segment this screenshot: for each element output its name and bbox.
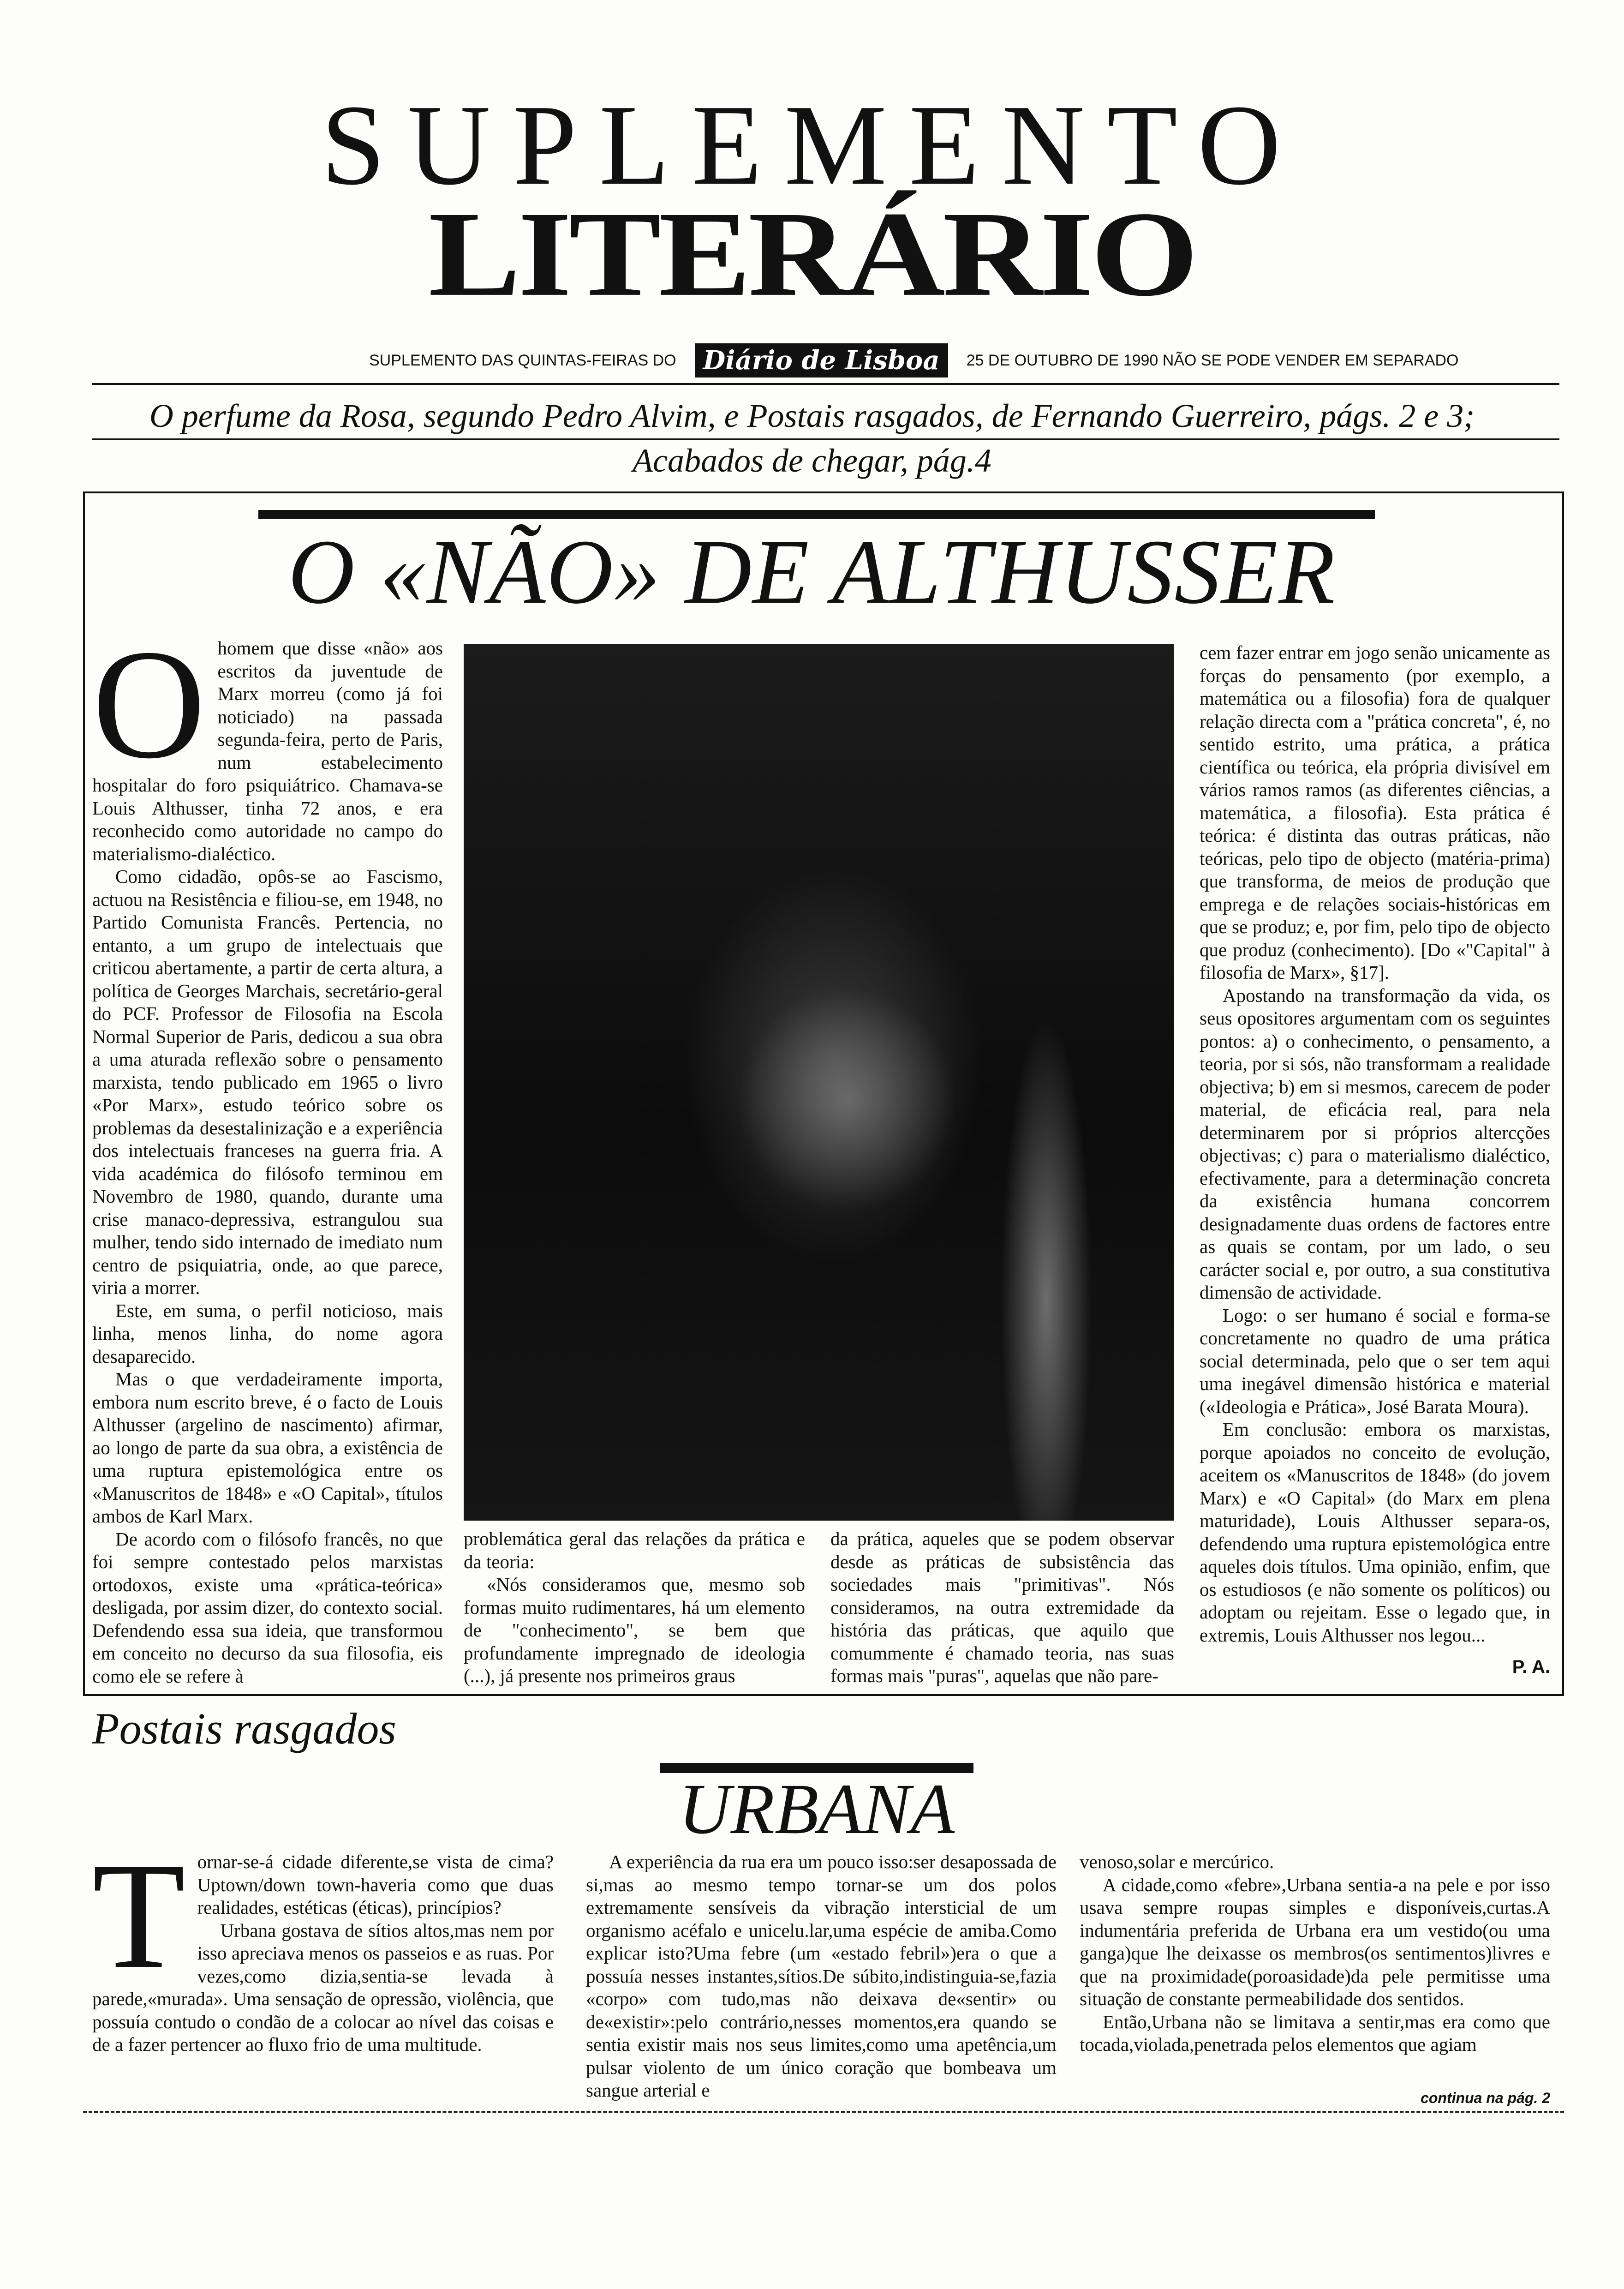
paragraph: ornar-se-á cidade diferente,se vista de cima? Uptown/down town-haveria como que duas realidades, estéticas (éticas), princípios? bbox=[197, 1851, 554, 1918]
main-column-3 bbox=[830, 1528, 1174, 1686]
paragraph: De acordo com o filósofo francês, no que foi sempre contestado pelos marxistas ortodoxos, existe uma «prática-teórica» desligada, por assim dizer, do contexto social. Defendendo essa sua ideia, que transformou em conceito no decurso da sua filosofia, eis como ele se refere à bbox=[92, 1528, 443, 1687]
masthead-rule bbox=[92, 383, 1559, 385]
masthead-title-bottom: LITERÁRIO bbox=[428, 186, 1196, 322]
paragraph: problemática geral das relações da prática e da teoria: bbox=[464, 1528, 805, 1572]
main-column-2 bbox=[464, 1528, 805, 1686]
althusser-portrait-photo bbox=[464, 644, 1174, 1521]
paragraph: Este, em suma, o perfil noticioso, mais linha, menos linha, do nome agora desaparecido. bbox=[92, 1300, 443, 1367]
urbana-column-2 bbox=[586, 1851, 1057, 2101]
paragraph: A cidade,como «febre»,Urbana sentia-a na pele e por isso usava sempre roupas simples e disponíveis,curtas.A indumentária preferida de Urbana era um vestido(ou uma ganga)que lhe deixasse os membros(os sentimentos)livres e que na proximidade(poroasidade)da pele permitisse uma situação de constante permeabilidade dos sentidos. bbox=[1080, 1874, 1550, 2009]
info-right-text: 25 DE OUTUBRO DE 1990 NÃO SE PODE VENDER EM SEPARADO bbox=[966, 351, 1459, 369]
paragraph: Em conclusão: embora os marxistas, porque apoiados no conceito de evolução, aceitem os «Manuscritos de 1848» (do jovem Marx) e «O Capital» (do Marx em plena maturidade), Louis Althusser separa-os, defendendo uma ruptura epistemológica entre aqueles dois títulos. Uma opinião, enfim, que os estudiosos (e não somente os políticos) ou adoptam ou rejeitam. Esse o legado que, in extremis, Louis Althusser nos legou... bbox=[1200, 1419, 1550, 1646]
masthead-info-line bbox=[369, 340, 1476, 381]
teaser-line-2: Acabados de chegar, pág.4 bbox=[633, 442, 991, 479]
paragraph: A experiência da rua era um pouco isso:ser desapossada de si,mas ao mesmo tempo tornar-se um dos polos extremamente sensíveis da vibração intersticial de um organismo acéfalo e unicelu.lar,uma espécie de amiba.Como explicar isto?Uma febre (um «estado febril»)era o que a possuía nesses instantes,sítios.De súbito,indistinguia-se,fazia «corpo» com tudo,mas não deixava de«sentir» ou de«existir»:pelo contrário,nesses momentos,era quando se sentia existir mais nos seus limites,como uma apetência,um pulsar violento de um único coração que bombeava um sangue arterial e bbox=[586, 1851, 1057, 2101]
paragraph: Apostando na transformação da vida, os seus opositores argumentam com os seguintes pontos: a) o conhecimento, o pensamento, a teoria, por si sós, não transformam a realidade objectiva; b) em si mesmos, carecem de poder material, de eficácia real, para nela determinarem por si próprios altercções objectivas; c) para o materialismo dialéctico, efectivamente, para a determinação concreta da existência humana concorrem designadamente duas ordens de factores entre as quais se contam, por um lado, o seu carácter social e, por outro, a sua constitutiva dimensão de actividade. bbox=[1200, 984, 1550, 1303]
headline-top-bar bbox=[258, 510, 1375, 519]
teaser-rule bbox=[92, 438, 1559, 440]
urbana-column-3 bbox=[1080, 1851, 1550, 2077]
bottom-dashed-rule bbox=[83, 2109, 1564, 2113]
main-column-4 bbox=[1200, 641, 1550, 1671]
info-left-text: SUPLEMENTO DAS QUINTAS-FEIRAS DO bbox=[369, 351, 676, 369]
continued-note: continua na pág. 2 bbox=[1421, 2090, 1550, 2106]
paragraph: cem fazer entrar em jogo senão unicamente as forças do pensamento (por exemplo, a matemática ou a filosofia) fora de qualquer relação directa com a "prática concreta", é, no sentido estrito, uma prática, a prática científica ou teórica, ela própria divisível em vários ramos ramos (as diferentes ciências, a matemática, a filosofia). Esta prática é teórica: é distinta das outras práticas, não teóricas, pelo tipo de objecto (matéria-prima) que transforma, de meios de produção que emprega e de relações sociais-históricas em que se produz; e, por fim, pelo tipo de objecto que produz (conhecimento). [Do «"Capital" à filosofia de Marx», §17]. bbox=[1200, 642, 1550, 983]
paragraph: Então,Urbana não se limitava a sentir,mas era como que tocada,violada,penetrada pelos elementos que agiam bbox=[1080, 2011, 1550, 2055]
article-title: URBANA bbox=[679, 1769, 955, 1849]
drop-cap: O bbox=[92, 617, 206, 791]
paragraph: homem que disse «não» aos escritos da juventude de Marx morreu (como já foi noticiado) na passada segunda-feira, perto de Paris, num estabelecimento hospitalar do foro psiquiátrico. Chamava-se Louis Althusser, tinha 72 anos, e era reconhecido como autoridade no campo do materialismo-dialéctico. bbox=[92, 637, 443, 864]
paragraph: venoso,solar e mercúrico. bbox=[1080, 1851, 1274, 1872]
author-signature: P. A. bbox=[1512, 1657, 1550, 1677]
paragraph: Como cidadão, opôs-se ao Fascismo, actuou na Resistência e filiou-se, em 1948, no Partido Comunista Francês. Pertencia, no entanto, a um grupo de intelectuais que criticou abertamente, a partir de certa altura, a política de Georges Marchais, secretário-geral do PCF. Professor de Filosofia na Escola Normal Superior de Paris, dedicou a sua obra a uma aturada reflexão sobre o pensamento marxista, tendo publicado em 1965 o livro «Por Marx», estudo teórico sobre os problemas da desestalinização e a experiência dos intelectuais franceses na guerra fria. A vida académica do filósofo terminou em Novembro de 1980, quando, durante uma crise manaco-depressiva, estrangulou sua mulher, tendo sido internado de imediato num centro de psiquiatria, onde, ao que parece, viria a morrer. bbox=[92, 866, 443, 1298]
drop-cap: T bbox=[92, 1832, 185, 2000]
paragraph: da prática, aqueles que se podem observar desde as práticas de subsistência das sociedades mais "primitivas". Nós consideramos, na outra extremidade da história das práticas, que aquilo que comummente é chamado teoria, nas suas formas mais "puras", aquelas que não pare- bbox=[830, 1528, 1174, 1686]
main-column-1 bbox=[92, 617, 443, 1687]
paragraph: Urbana gostava de sítios altos,mas nem por isso apreciava menos os passeios e as ruas. Por vezes,como dizia,sentia-se levada à parede,«murada». Uma sensação de opressão, violência, que possuía contudo o condão de a colocar ao nível das coisas e de a fazer pertencer ao fluxo frio de uma multitude. bbox=[92, 1919, 554, 2055]
section-title: Postais rasgados bbox=[92, 1704, 396, 1753]
urbana-column-1 bbox=[92, 1832, 554, 2091]
paragraph: Mas o que verdadeiramente importa, embora num escrito breve, é o facto de Louis Althusser (argelino de nascimento) afirmar, ao longo de parte da sua obra, a existência de uma ruptura epistemológica entre os «Manuscritos de 1848» e «O Capital», títulos ambos de Karl Marx. bbox=[92, 1368, 443, 1527]
teaser-line-1: O perfume da Rosa, segundo Pedro Alvim, e Postais rasgados, de Fernando Guerreiro, págs. 2 e 3; bbox=[149, 397, 1475, 434]
paragraph: «Nós consideramos que, mesmo sob formas muito rudimentares, há um elemento de "conhecimento", se bem que profundamente impregnado de ideologia (...), já presente nos primeiros graus bbox=[464, 1574, 805, 1686]
masthead-title-top: SUPLEMENTO bbox=[321, 81, 1303, 209]
main-headline: O «NÃO» DE ALTHUSSER bbox=[288, 521, 1336, 623]
paragraph: Logo: o ser humano é social e forma-se concretamente no quadro de uma prática social determinada, pelo que o ser tem aqui uma inegável dimensão histórica e material («Ideologia e Prática», José Barata Moura). bbox=[1200, 1304, 1550, 1417]
newspaper-logo: Diário de Lisboa bbox=[695, 343, 948, 378]
